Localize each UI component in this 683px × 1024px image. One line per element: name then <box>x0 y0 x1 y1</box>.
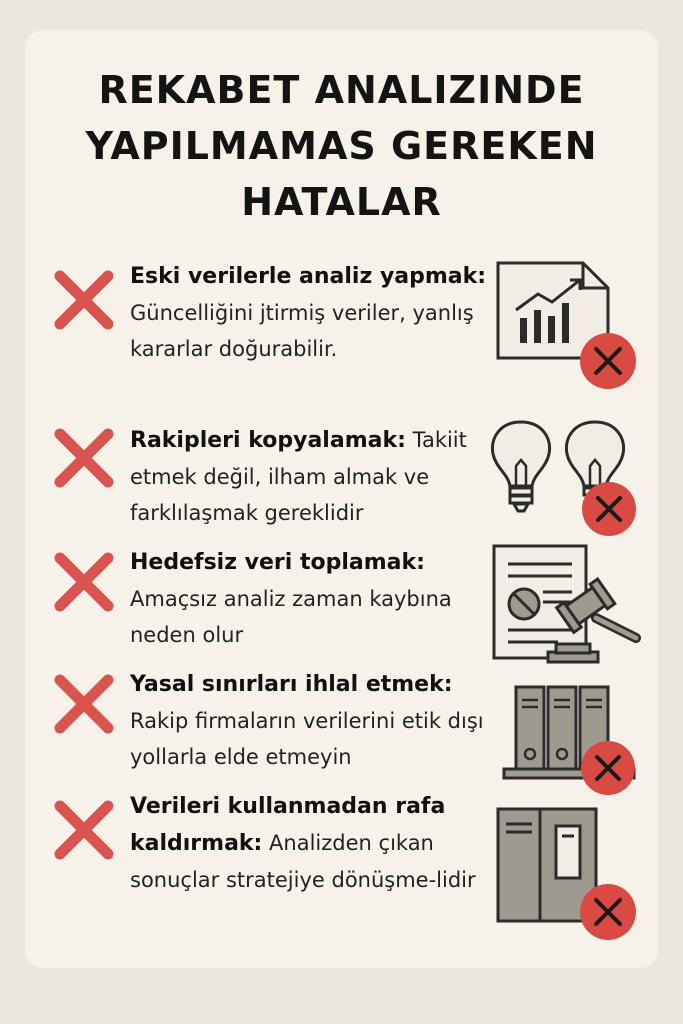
item-body: Analizden çıkan sonuçlar stratejiye dönüşme-lidir <box>130 831 476 892</box>
title-line-2: YAPILMAMAS GEREKEN <box>85 124 598 168</box>
item-body: Rakip firmaların verilerini etik dışı yollarla elde etmeyin <box>130 709 484 769</box>
lightbulb-icon <box>488 414 643 539</box>
item-body: Takiit etmek değil, ilham almak ve farklılaşmak gereklidir <box>130 428 467 525</box>
page-title <box>0 62 683 230</box>
item-body: Güncelliğini jtirmiş veriler, yanlış kararlar doğurabilir. <box>130 301 474 361</box>
document-gavel-icon <box>488 544 643 669</box>
chart-document-icon <box>488 258 643 393</box>
item-heading: Hedefsiz veri toplamak: <box>130 550 425 575</box>
item-heading: Eski verilerle analiz yapmak: <box>130 264 487 289</box>
item-heading: Rakipleri kopyalamak: <box>130 428 406 453</box>
item-heading: Yasal sınırları ihlal etmek: <box>130 672 453 697</box>
cross-icon <box>52 550 116 614</box>
item-body: Amaçsız analiz zaman kaybına neden olur <box>130 587 452 647</box>
binders-icon <box>488 804 643 954</box>
title-line-3: HATALAR <box>241 180 442 224</box>
item-heading: Verileri kullanmadan rafa kaldırmak: <box>130 794 446 856</box>
title-line-1: REKABET ANALIZINDE <box>98 68 585 112</box>
cross-icon <box>52 268 116 332</box>
cross-icon <box>52 426 116 490</box>
cross-icon <box>52 798 116 862</box>
binders-shelf-icon <box>488 682 643 807</box>
cross-icon <box>52 672 116 736</box>
